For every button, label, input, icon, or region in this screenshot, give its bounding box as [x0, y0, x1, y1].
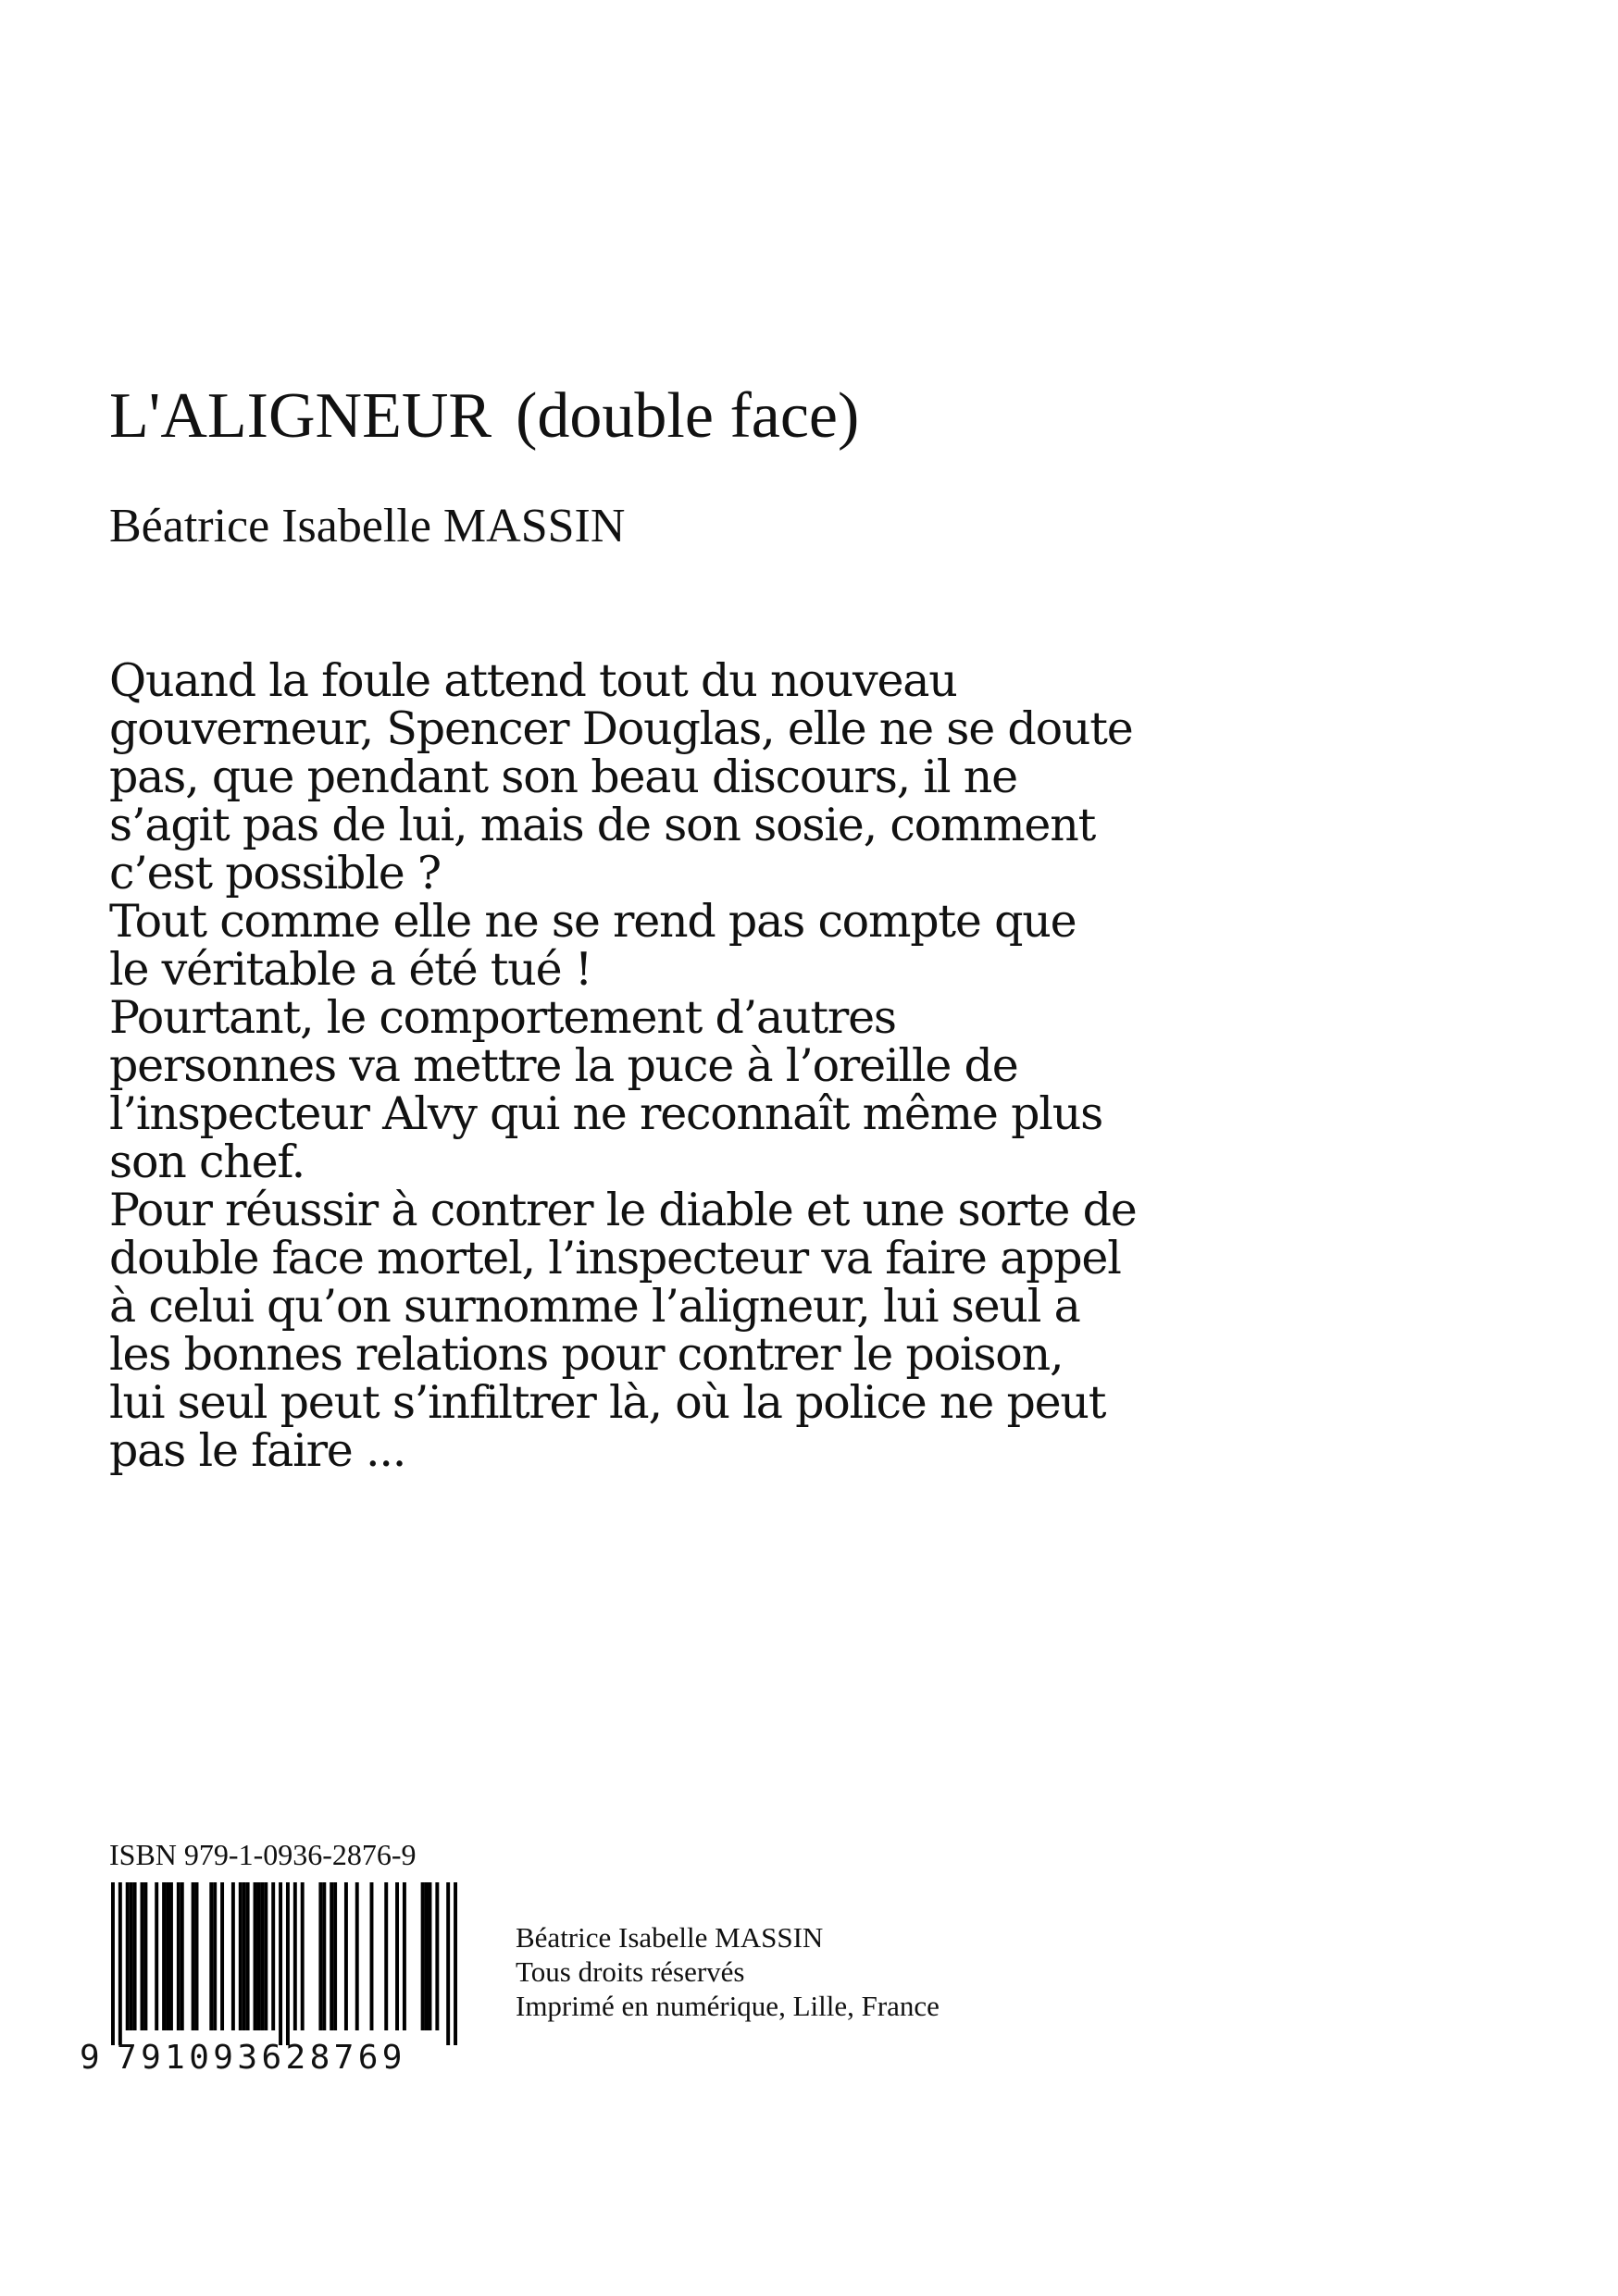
barcode-guard-bar: [454, 1882, 457, 2045]
blurb-line: pas le faire ...: [109, 1424, 406, 1477]
back-cover-blurb: [109, 654, 1266, 1477]
barcode-bar: [435, 1882, 439, 2030]
barcode-bar: [322, 1882, 326, 2030]
barcode-bar: [192, 1882, 195, 2030]
barcode-bar: [239, 1882, 243, 2030]
imprint-line: Béatrice Isabelle MASSIN: [516, 1921, 824, 1954]
barcode-guard-bar: [118, 1882, 122, 2045]
barcode-bar: [243, 1882, 246, 2030]
blurb-line: gouverneur, Spencer Douglas, elle ne se doute: [109, 702, 1133, 755]
barcode-bar: [403, 1882, 406, 2030]
barcode-bar: [246, 1882, 250, 2030]
imprint-line: Tous droits réservés: [516, 1955, 745, 1988]
blurb-line: lui seul peut s’infiltrer là, où la police ne peut: [109, 1376, 1106, 1429]
barcode-bar: [370, 1882, 374, 2030]
barcode-bar: [256, 1882, 260, 2030]
barcode-lead-digit: 9: [80, 2039, 100, 2077]
book-title-sub: (double face): [516, 380, 860, 452]
barcode-guard-bar: [279, 1882, 282, 2045]
imprint-block: [516, 1920, 940, 2023]
barcode-bar: [333, 1882, 337, 2030]
barcode-bar: [301, 1882, 305, 2030]
barcode-bar: [271, 1882, 275, 2030]
barcode-bar: [166, 1882, 169, 2030]
barcode-bar: [395, 1882, 399, 2030]
blurb-line: Pourtant, le comportement d’autres: [109, 991, 896, 1044]
barcode-bar: [264, 1882, 268, 2030]
blurb-line: à celui qu’on surnomme l’aligneur, lui seul a: [109, 1280, 1080, 1333]
barcode-bar: [177, 1882, 180, 2030]
barcode-bar: [155, 1882, 158, 2030]
book-title: [109, 378, 859, 455]
barcode-bar: [213, 1882, 217, 2030]
barcode-bar: [260, 1882, 264, 2030]
barcode-bar: [355, 1882, 359, 2030]
barcode-bar: [180, 1882, 184, 2030]
blurb-line: les bonnes relations pour contrer le poison,: [109, 1328, 1064, 1381]
blurb-line: Tout comme elle ne se rend pas compte que: [109, 895, 1077, 948]
barcode-bar: [140, 1882, 143, 2030]
barcode-bar: [209, 1882, 213, 2030]
barcode-bar: [133, 1882, 137, 2030]
blurb-line: Quand la foule attend tout du nouveau: [109, 654, 957, 707]
barcode-bar: [254, 1882, 257, 2030]
barcode-bar: [421, 1882, 425, 2030]
barcode-bar: [126, 1882, 130, 2030]
barcode-bars-icon: [111, 1882, 457, 2045]
blurb-line: personnes va mettre la puce à l’oreille de: [109, 1039, 1018, 1092]
isbn-barcode: [80, 1882, 459, 2077]
blurb-line: son chef.: [109, 1136, 305, 1188]
barcode-bar: [330, 1882, 333, 2030]
barcode-bar: [429, 1882, 432, 2030]
book-title-main: L'ALIGNEUR: [109, 380, 492, 452]
blurb-line: c’est possible ?: [109, 847, 441, 900]
barcode-bar: [425, 1882, 429, 2030]
blurb-line: double face mortel, l’inspecteur va faire appel: [109, 1232, 1121, 1285]
blurb-line: s’agit pas de lui, mais de son sosie, comment: [109, 799, 1096, 851]
barcode-bar: [318, 1882, 322, 2030]
book-author: Béatrice Isabelle MASSIN: [109, 500, 626, 552]
barcode-bar: [231, 1882, 235, 2030]
blurb-line: Pour réussir à contrer le diable et une sorte de: [109, 1184, 1137, 1236]
isbn-label: ISBN 979-1-0936-2876-9: [109, 1838, 417, 1871]
barcode-bar: [293, 1882, 297, 2030]
barcode-bar: [195, 1882, 199, 2030]
barcode-bar: [384, 1882, 388, 2030]
imprint-line: Imprimé en numérique, Lille, France: [516, 1990, 940, 2022]
barcode-bar: [130, 1882, 133, 2030]
barcode-bar: [344, 1882, 348, 2030]
blurb-line: l’inspecteur Alvy qui ne reconnaît même plus: [109, 1087, 1103, 1140]
blurb-line: pas, que pendant son beau discours, il ne: [109, 751, 1017, 803]
barcode-guard-bar: [111, 1882, 115, 2045]
barcode-guard-bar: [286, 1882, 290, 2045]
barcode-bar: [143, 1882, 147, 2030]
barcode-bar: [162, 1882, 166, 2030]
barcode-digits: 791093628769: [117, 2039, 406, 2077]
blurb-line: le véritable a été tué !: [109, 943, 592, 996]
barcode-bar: [169, 1882, 173, 2030]
barcode-guard-bar: [446, 1882, 450, 2045]
barcode-bar: [220, 1882, 224, 2030]
